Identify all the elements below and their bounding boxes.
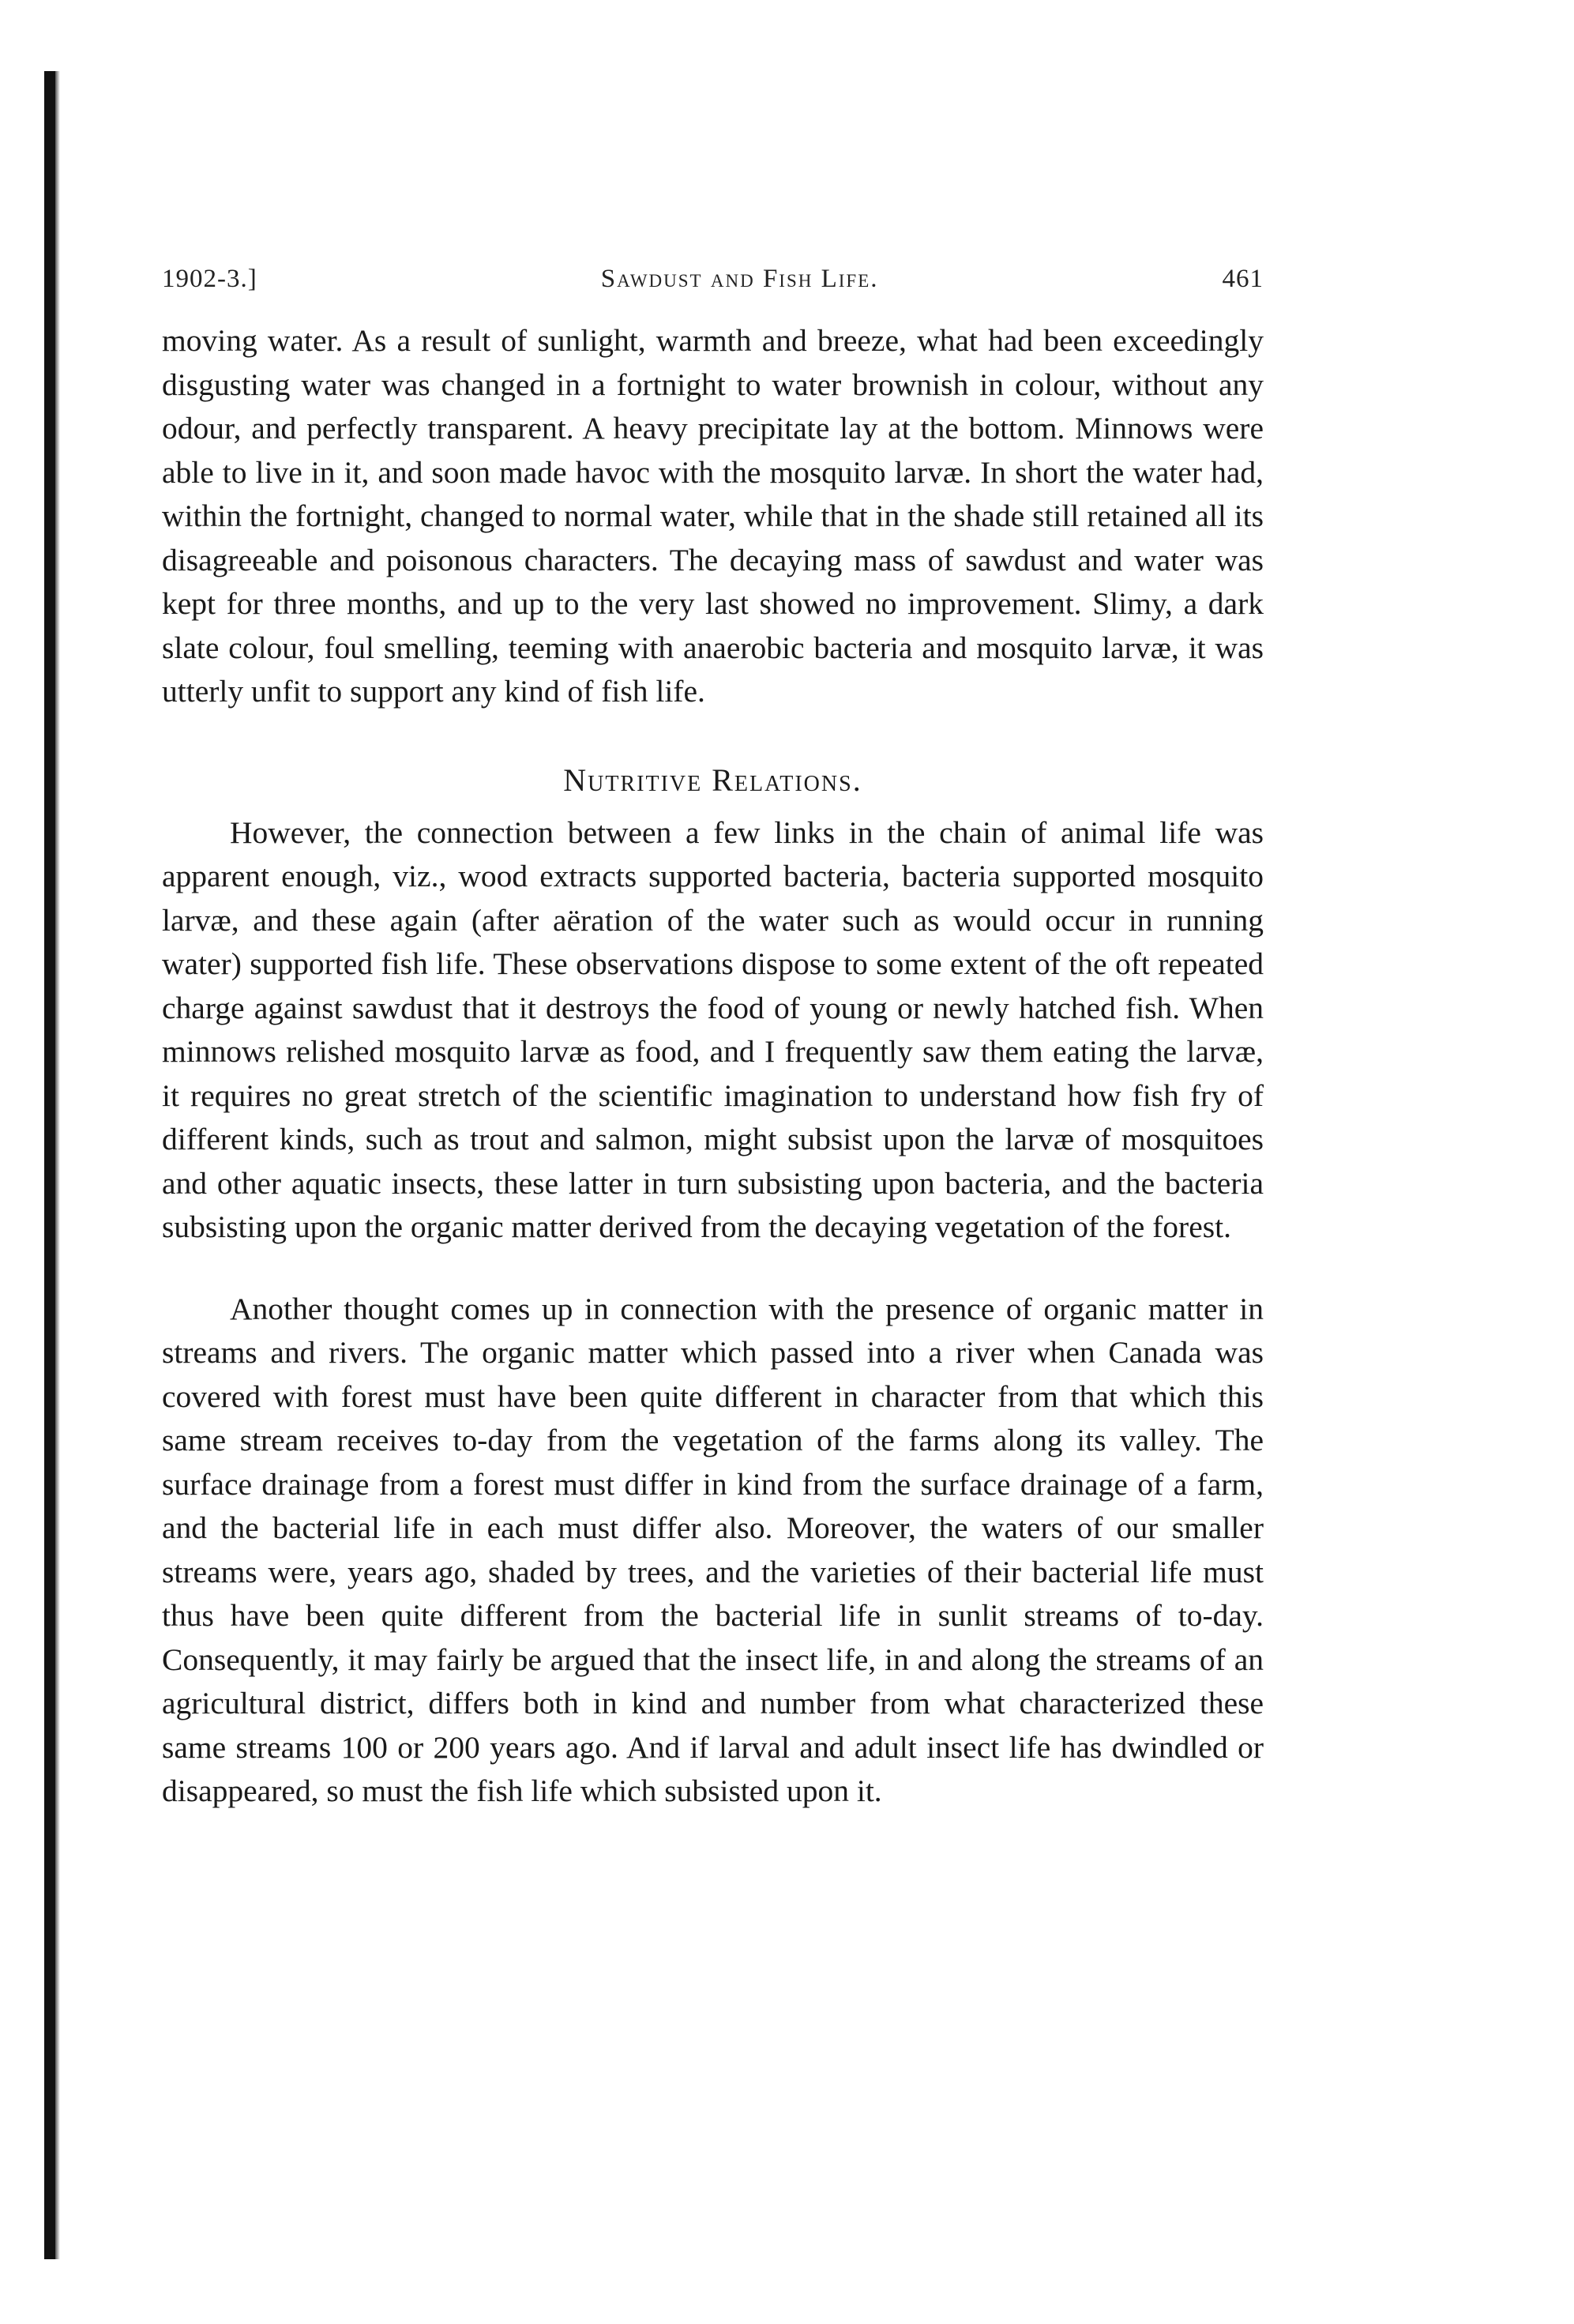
paragraph-gap — [162, 1250, 1264, 1288]
paragraph-organic-matter: Another thought comes up in connection with the presence of organic matter in streams and rivers. The organic matter which passed into a river when Canada was covered with forest must have been quite different in character from that which this same stream receives to-day from the vegetation of the farms along its valley. The surface drainage from a forest must differ in kind from the surface drainage of a farm, and the bacterial life in each must differ also. Moreover, the waters of our smaller streams were, years ago, shaded by trees, and the varieties of their bacterial life must thus have been quite different from the bacterial life in sunlit streams of to-day. Consequently, it may fairly be argued that the insect life, in and along the streams of an agricultural district, differs both in kind and number from what characterized these same streams 100 or 200 years ago. And if larval and adult insect life has dwindled or disappeared, so must the fish life which subsisted upon it. — [162, 1291, 1264, 1808]
running-title: Sawdust and Fish Life. — [600, 265, 879, 293]
paragraph-nutritive-relations: However, the connection between a few links in the chain of animal life was apparent enough, viz., wood extracts supported bacteria, bacteria supported mosquito larvæ, and these again (after aëration of the water such as would occur in running water) supported fish life. These observations dispose to some extent of the oft repeated charge against sawdust that it destroys the food of young or newly hatched fish. When minnows relished mosquito larvæ as food, and I frequently saw them eating the larvæ, it requires no great stretch of the scientific imagination to understand how fish fry of different kinds, such as trout and salmon, might subsist upon the larvæ of mosquitoes and other aquatic insects, these latter in turn subsisting upon bacteria, and the bacteria subsisting upon the organic matter derived from the decaying vegetation of the forest. — [162, 814, 1264, 1244]
binding-edge — [44, 71, 55, 2259]
running-head — [162, 265, 1264, 294]
page-number: 461 — [1222, 265, 1264, 293]
binding-shadow — [55, 71, 60, 2259]
paragraph-continued: moving water. As a result of sunlight, warmth and breeze, what had been exceedingly disgusting water was changed in a fortnight to water brownish in colour, without any odour, and perfectly transparent. A heavy precipitate lay at the bottom. Minnows were able to live in it, and soon made havoc with the mosquito larvæ. In short the water had, within the fortnight, changed to normal water, while that in the shade still retained all its disagreeable and poisonous characters. The decaying mass of sawdust and water was kept for three months, and up to the very last showed no improvement. Slimy, a dark slate colour, foul smelling, teeming with anaerobic bacteria and mosquito larvæ, it was utterly unfit to support any kind of fish life. — [162, 323, 1264, 709]
body-text — [162, 319, 1264, 1814]
section-heading: Nutritive Relations. — [563, 762, 862, 798]
volume-year: 1902-3.] — [162, 265, 257, 293]
book-page — [162, 265, 1264, 1814]
